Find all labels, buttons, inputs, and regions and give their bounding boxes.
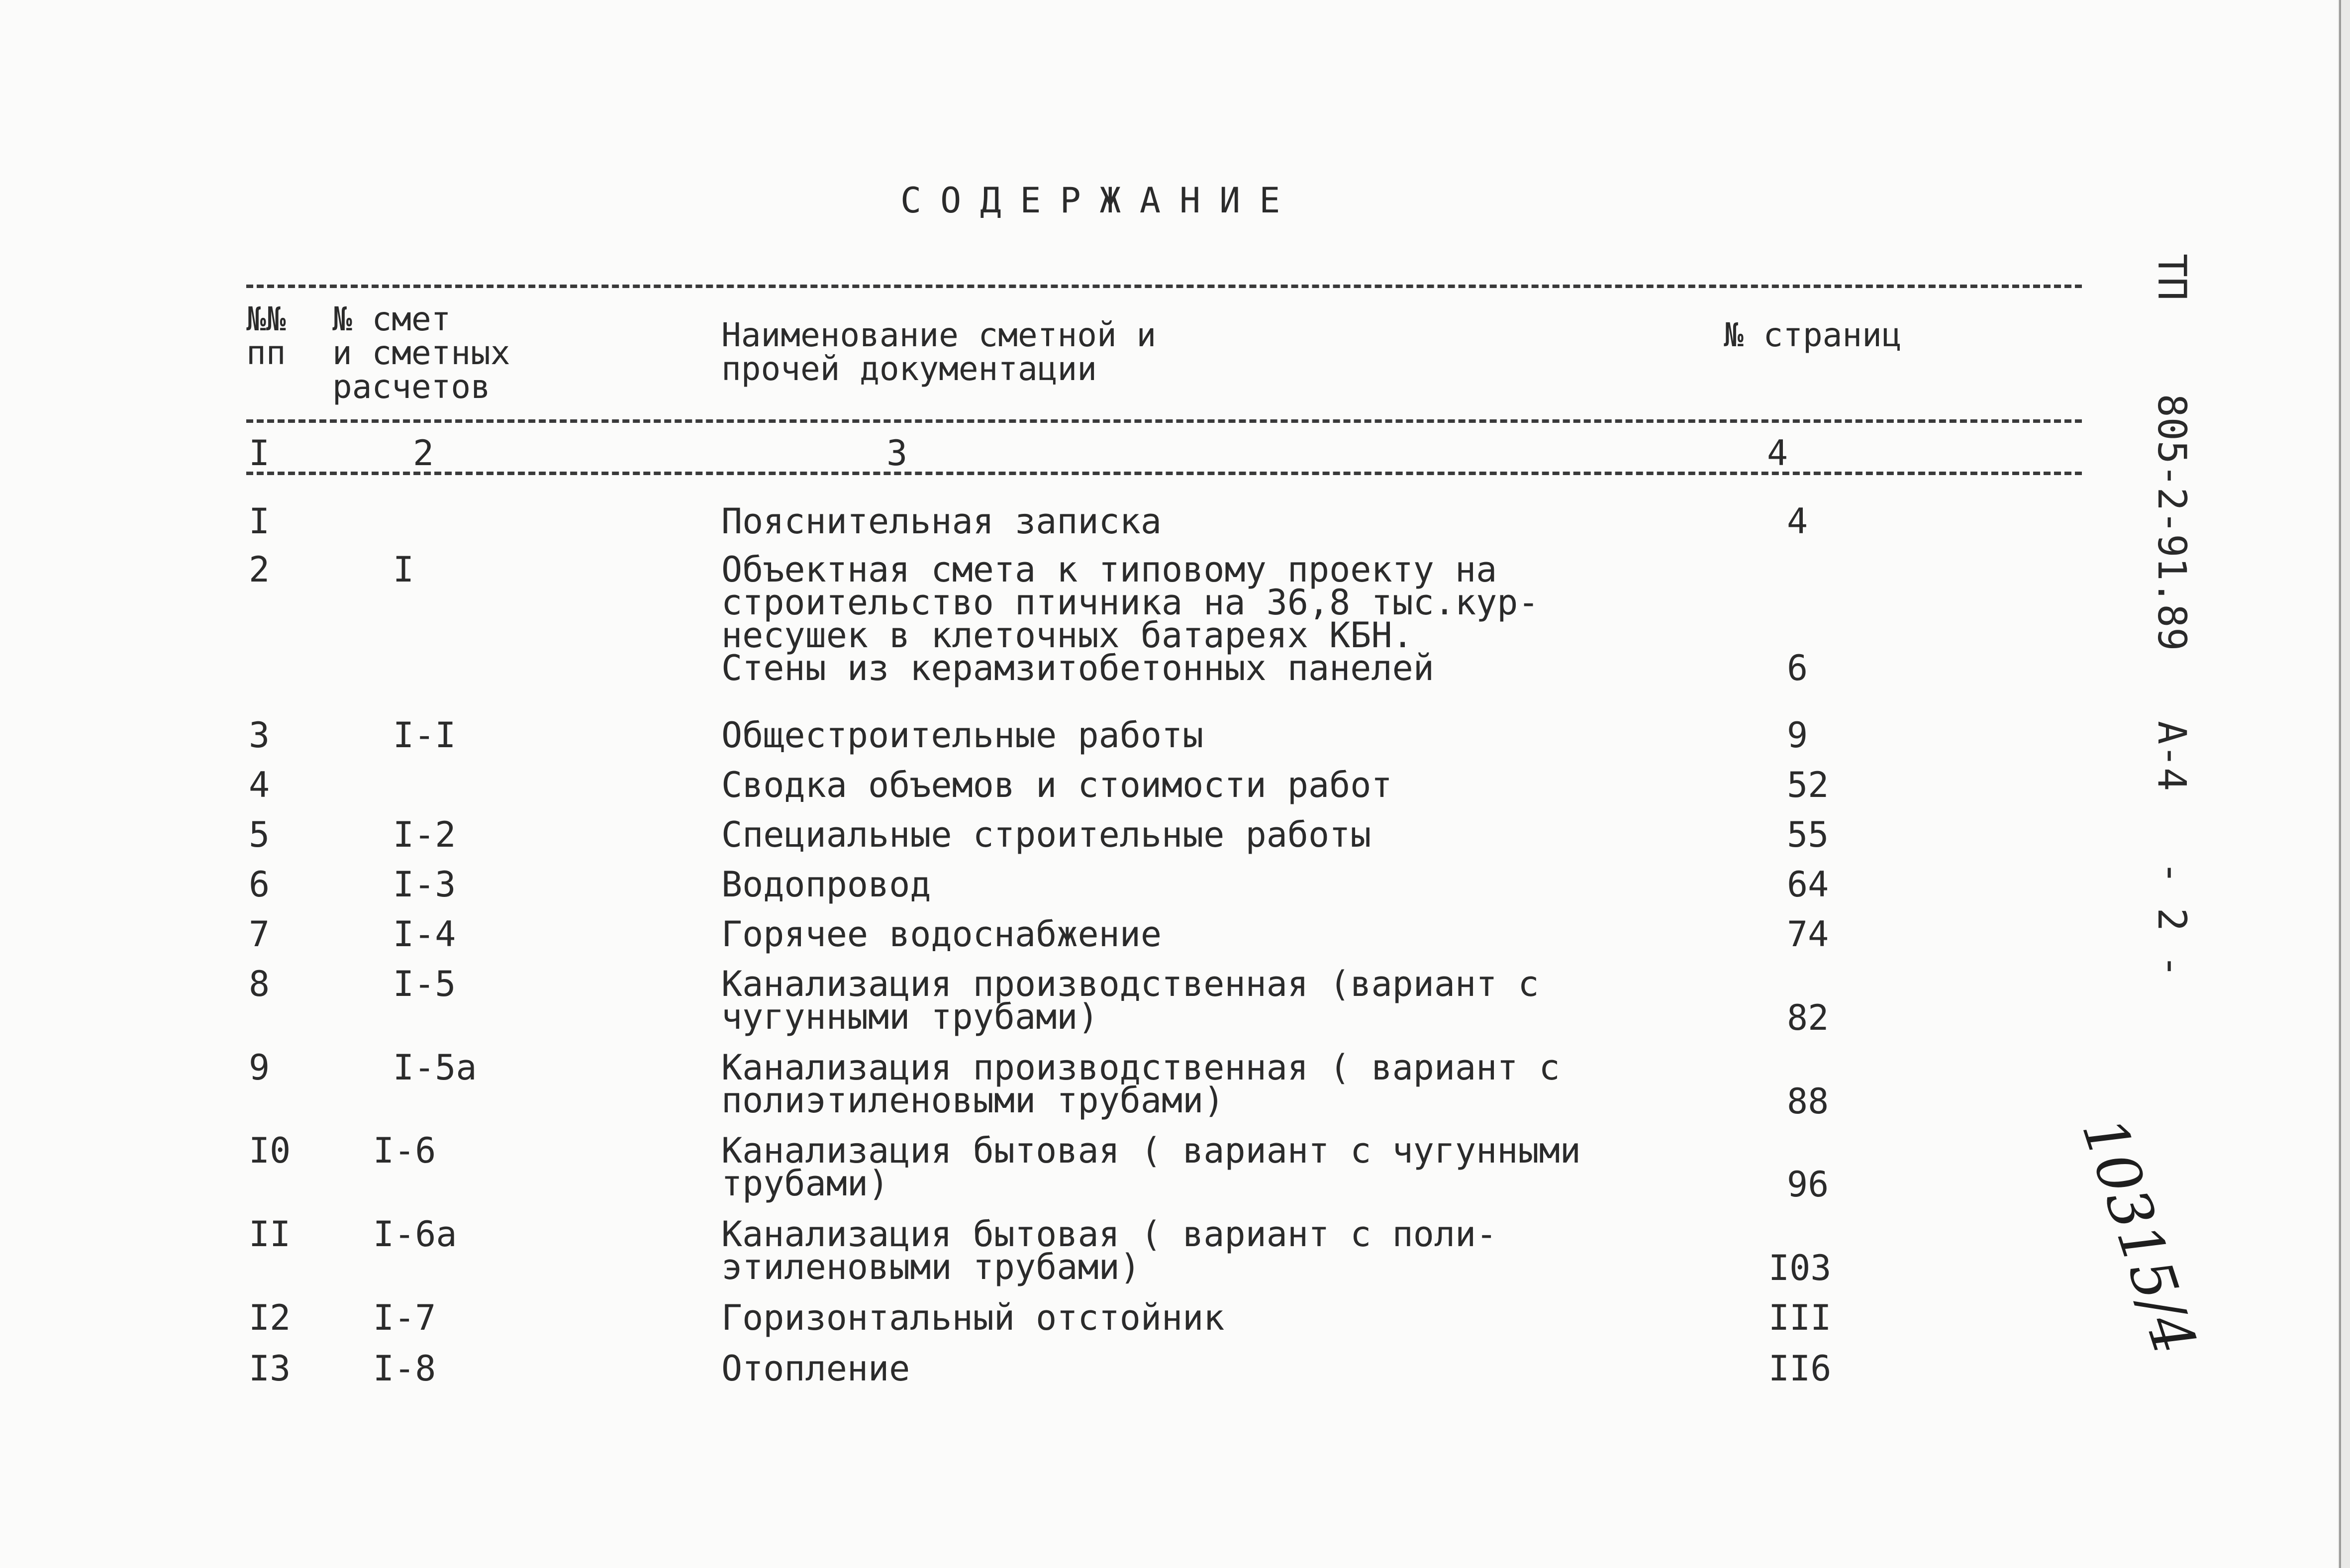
row-6-number: 6 <box>249 864 270 905</box>
row-7-estimate: I-4 <box>393 914 456 955</box>
row-6-page: 64 <box>1787 864 1829 905</box>
row-12-name: Горизонтальный отстойник <box>721 1297 1225 1338</box>
row-13-page: II6 <box>1768 1348 1832 1389</box>
row-4-page: 52 <box>1787 765 1829 805</box>
column-number-rule <box>246 472 2082 475</box>
row-7-number: 7 <box>249 914 270 955</box>
row-13-name: Отопление <box>721 1348 910 1389</box>
column-number-3: 3 <box>886 433 908 474</box>
row-2-page: 6 <box>1787 648 1808 688</box>
header-top-rule <box>246 285 2082 288</box>
row-12-page: III <box>1768 1297 1832 1338</box>
header-col-number: №№ пп <box>246 300 286 372</box>
row-1-name: Пояснительная записка <box>721 501 1162 542</box>
row-5-name: Специальные строительные работы <box>721 814 1371 855</box>
row-12-number: I2 <box>249 1297 291 1338</box>
row-5-number: 5 <box>249 814 270 855</box>
row-3-page: 9 <box>1787 715 1808 756</box>
row-10-name: Канализация бытовая ( вариант с чугунными трубами) <box>721 1130 1581 1204</box>
row-13-estimate: I-8 <box>373 1348 436 1389</box>
row-7-name: Горячее водоснабжение <box>721 914 1162 955</box>
row-13-number: I3 <box>249 1348 291 1389</box>
row-8-name: Канализация производственная (вариант с чугунными трубами) <box>721 964 1539 1037</box>
row-6-name: Водопровод <box>721 864 931 905</box>
row-4-name: Сводка объемов и стоимости работ <box>721 765 1392 805</box>
row-10-estimate: I-6 <box>373 1130 436 1171</box>
row-9-name: Канализация производственная ( вариант с полиэтиленовыми трубами) <box>721 1047 1560 1121</box>
row-2-estimate: I <box>393 549 414 590</box>
margin-document-code: ТП 805-2-91.89 А-4 - 2 - <box>2149 254 2194 978</box>
row-5-page: 55 <box>1787 814 1829 855</box>
row-11-name: Канализация бытовая ( вариант с поли- этиленовыми трубами) <box>721 1214 1497 1287</box>
row-9-estimate: I-5а <box>393 1047 477 1088</box>
page-edge-line <box>2339 0 2341 1568</box>
header-bottom-rule <box>246 419 2082 423</box>
header-col-estimate: № смет и сметных расчетов <box>332 300 510 406</box>
row-2-number: 2 <box>249 549 270 590</box>
row-2-name: Объектная смета к типовому проекту на строительство птичника на 36,8 тыс.кур- несушек в клеточных батареях КБН. Стены из керамзитобетонных панелей <box>721 549 1539 688</box>
column-number-2: 2 <box>413 433 434 474</box>
handwritten-inventory-number: 10315/4 <box>2068 1109 2210 1363</box>
row-3-name: Общестроительные работы <box>721 715 1204 756</box>
column-number-4: 4 <box>1767 433 1788 474</box>
page-title: СОДЕРЖАНИЕ <box>900 180 1299 221</box>
row-5-estimate: I-2 <box>393 814 456 855</box>
row-1-page: 4 <box>1787 501 1808 542</box>
row-4-number: 4 <box>249 765 270 805</box>
column-number-1: I <box>249 433 270 474</box>
row-10-page: 96 <box>1787 1164 1829 1205</box>
row-7-page: 74 <box>1787 914 1829 955</box>
row-11-number: II <box>249 1214 291 1255</box>
row-1-number: I <box>249 501 270 542</box>
row-3-estimate: I-I <box>393 715 456 756</box>
row-6-estimate: I-3 <box>393 864 456 905</box>
row-9-number: 9 <box>249 1047 270 1088</box>
row-8-page: 82 <box>1787 997 1829 1038</box>
row-8-number: 8 <box>249 964 270 1004</box>
row-3-number: 3 <box>249 715 270 756</box>
header-col-pages: № страниц <box>1724 316 1902 354</box>
header-col-name: Наименование сметной и прочей документации <box>721 316 1157 388</box>
row-9-page: 88 <box>1787 1081 1829 1122</box>
row-11-page: I03 <box>1768 1248 1832 1288</box>
row-8-estimate: I-5 <box>393 964 456 1004</box>
row-11-estimate: I-6а <box>373 1214 457 1255</box>
row-10-number: I0 <box>249 1130 291 1171</box>
row-12-estimate: I-7 <box>373 1297 436 1338</box>
